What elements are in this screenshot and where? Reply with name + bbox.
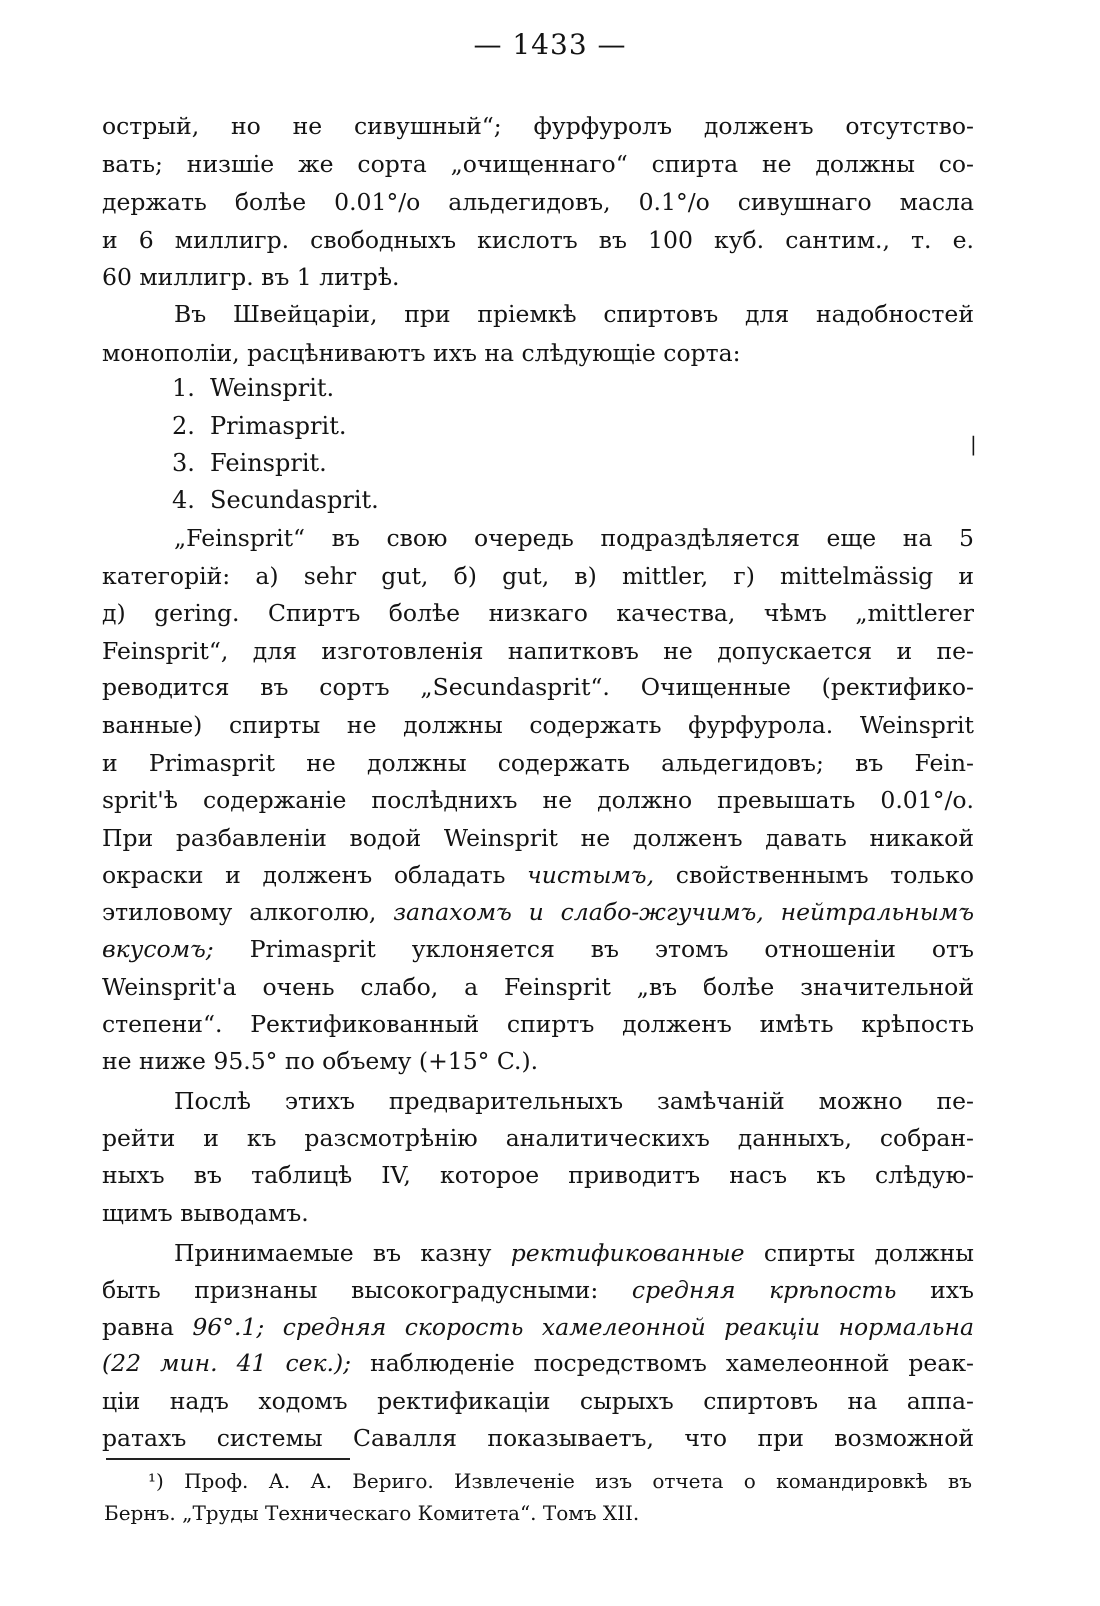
list-text: Weinsprit. xyxy=(210,374,335,402)
paragraph-first-line xyxy=(174,1233,974,1273)
text-line: Feinsprit“, для изготовленія напитковъ не допускается и пе- xyxy=(102,637,974,665)
text-line: не ниже 95.5° по объему (+15° C.). xyxy=(102,1047,539,1075)
text-run: Принимаемые въ казну xyxy=(174,1239,492,1267)
list-item xyxy=(172,480,379,520)
text-run: Primasprit уклоняется въ этомъ отношеніи отъ xyxy=(249,935,974,963)
text-line xyxy=(102,855,974,895)
text-run: спирты должны xyxy=(763,1239,974,1267)
text-line: ванные) спирты не должны содержать фурфурола. Weinsprit xyxy=(102,711,974,739)
text-line: рейти и къ разсмотрѣнію аналитическихъ данныхъ, собран- xyxy=(102,1124,974,1152)
text-line: При разбавленіи водой Weinsprit не долженъ давать никакой xyxy=(102,824,974,852)
text-run: равна xyxy=(102,1313,174,1341)
text-line: д) gering. Спиртъ болѣе низкаго качества, чѣмъ „mittlerer xyxy=(102,599,974,627)
text-line: ціи надъ ходомъ ректификаціи сырыхъ спиртовъ на аппа- xyxy=(102,1387,974,1415)
footnote-line: ¹) Проф. А. А. Вериго. Извлеченіе изъ отчета о командировкѣ въ xyxy=(148,1469,972,1493)
paragraph-first-line: „Feinsprit“ въ свою очередь подраздѣляется еще на 5 xyxy=(174,524,974,552)
text-line: ратахъ системы Савалля показываетъ, что при возможной xyxy=(102,1424,974,1452)
list-text: Feinsprit. xyxy=(210,449,327,477)
list-item xyxy=(172,368,334,408)
footnote-divider xyxy=(106,1458,350,1460)
text-run: этиловому алкоголю, xyxy=(102,898,377,926)
text-run: свойственнымъ только xyxy=(675,861,974,889)
margin-mark: | xyxy=(970,432,977,456)
text-run: ихъ xyxy=(930,1276,974,1304)
text-line: щимъ выводамъ. xyxy=(102,1199,309,1227)
page-number: — 1433 — xyxy=(473,28,627,61)
text-line xyxy=(102,1307,974,1347)
list-text: Primasprit. xyxy=(210,412,347,440)
text-line: sprit'ѣ содержаніе послѣднихъ не должно превышать 0.01°/о. xyxy=(102,786,974,814)
emphasis-text: чистымъ, xyxy=(527,861,655,889)
text-line: Weinsprit'а очень слабо, а Feinsprit „въ болѣе значительной xyxy=(102,973,974,1001)
list-item xyxy=(172,443,327,483)
text-line xyxy=(102,892,974,932)
text-run: наблюденіе посредствомъ хамелеонной реак- xyxy=(370,1349,974,1377)
list-number: 4. xyxy=(172,486,195,514)
text-line: держать болѣе 0.01°/о альдегидовъ, 0.1°/о сивушнаго масла xyxy=(102,188,974,216)
footnote-line: Бернъ. „Труды Техническаго Комитета“. Томъ XII. xyxy=(104,1501,640,1525)
text-line: вать; низшіе же сорта „очищеннаго“ спирта не должны со- xyxy=(102,150,974,178)
text-line xyxy=(102,1343,974,1383)
emphasis-text: ректификованные xyxy=(510,1239,745,1267)
text-line: и Primasprit не должны содержать альдегидовъ; въ Fein- xyxy=(102,749,974,777)
emphasis-text: (22 мин. 41 сек.); xyxy=(102,1349,352,1377)
text-line: ныхъ въ таблицѣ IV, которое приводитъ насъ къ слѣдую- xyxy=(102,1161,974,1189)
paragraph-first-line: Въ Швейцаріи, при пріемкѣ спиртовъ для надобностей xyxy=(174,300,974,328)
text-line: и 6 миллигр. свободныхъ кислотъ въ 100 куб. сантим., т. е. xyxy=(102,226,974,254)
list-text: Secundasprit. xyxy=(210,486,379,514)
text-line: острый, но не сивушный“; фурфуролъ долженъ отсутство- xyxy=(102,112,974,140)
emphasis-text: запахомъ и слабо-жгучимъ, нейтральнымъ xyxy=(393,898,974,926)
emphasis-text: средняя скорость хамелеонной реакціи нормальна xyxy=(282,1313,974,1341)
emphasis-text: 96°.1; xyxy=(192,1313,265,1341)
text-run: окраски и долженъ обладать xyxy=(102,861,506,889)
list-item xyxy=(172,406,346,446)
text-line xyxy=(102,1270,974,1310)
emphasis-text: средняя крѣпость xyxy=(631,1276,897,1304)
text-line: степени“. Ректификованный спиртъ долженъ имѣть крѣпость xyxy=(102,1010,974,1038)
text-line: 60 миллигр. въ 1 литрѣ. xyxy=(102,263,400,291)
list-number: 1. xyxy=(172,374,195,402)
text-line: категорій: а) sehr gut, б) gut, в) mittler, г) mittelmässig и xyxy=(102,562,974,590)
text-line xyxy=(102,929,974,969)
list-number: 3. xyxy=(172,449,195,477)
list-number: 2. xyxy=(172,412,195,440)
text-line: реводится въ сортъ „Secundasprit“. Очищенные (ректифико- xyxy=(102,673,974,701)
text-run: быть признаны высокоградусными: xyxy=(102,1276,599,1304)
paragraph-first-line: Послѣ этихъ предварительныхъ замѣчаній можно пе- xyxy=(174,1087,974,1115)
text-line: монополіи, расцѣниваютъ ихъ на слѣдующіе сорта: xyxy=(102,339,741,367)
emphasis-text: вкусомъ; xyxy=(102,935,214,963)
